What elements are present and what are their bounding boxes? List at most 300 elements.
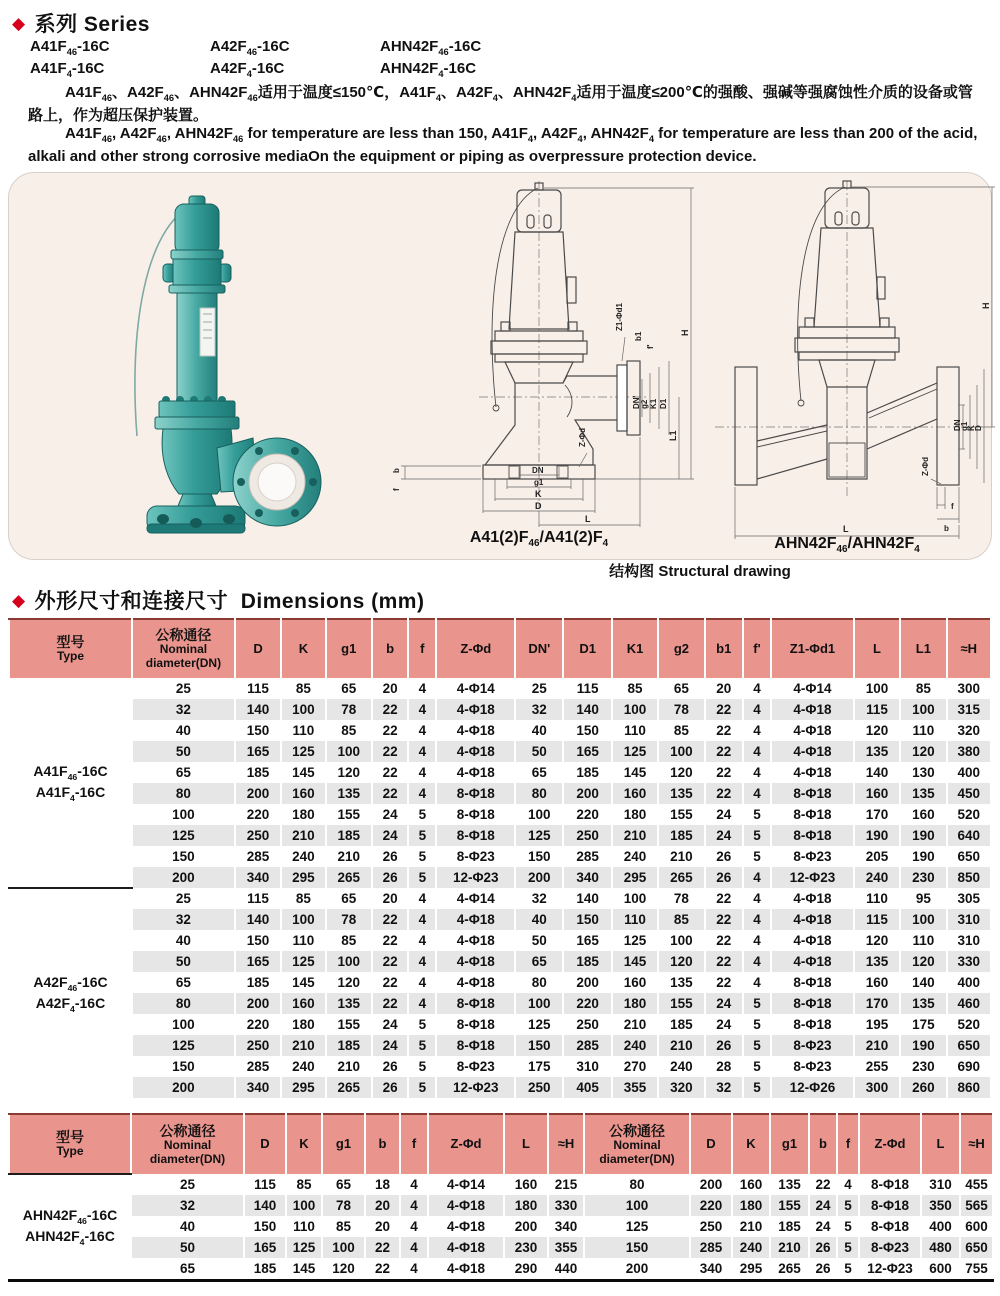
dim-cell: 22 bbox=[705, 951, 743, 972]
dim-cell: 40 bbox=[132, 720, 235, 741]
dim-cell: 95 bbox=[900, 888, 946, 909]
column-header: 型号 Type bbox=[9, 1114, 131, 1174]
dim-cell: 78 bbox=[326, 699, 372, 720]
column-header: b bbox=[372, 619, 408, 678]
dim-cell: 65 bbox=[131, 1258, 244, 1281]
dim-cell: 460 bbox=[947, 993, 991, 1014]
dim-cell: 220 bbox=[235, 1014, 281, 1035]
dim-cell: 22 bbox=[705, 888, 743, 909]
dim-cell: 24 bbox=[809, 1216, 837, 1237]
dim-cell: 24 bbox=[372, 825, 408, 846]
dim-cell: 4 bbox=[743, 951, 771, 972]
dim-cell: 22 bbox=[372, 930, 408, 951]
dim-cell: 340 bbox=[563, 867, 611, 888]
dim-cell: 450 bbox=[947, 783, 991, 804]
dim-cell: 8-Φ18 bbox=[436, 825, 515, 846]
dim-cell: 8-Φ23 bbox=[859, 1237, 921, 1258]
dim-cell: 240 bbox=[612, 846, 658, 867]
dim-cell: 180 bbox=[612, 804, 658, 825]
dim-cell: 22 bbox=[372, 783, 408, 804]
dim-cell: 165 bbox=[563, 930, 611, 951]
dim-cell: 5 bbox=[743, 1014, 771, 1035]
dim-cell: 4 bbox=[743, 867, 771, 888]
type-label: $A42F_{46}-16C$ $A42F_4-16C$ bbox=[9, 888, 132, 1098]
column-header: ≈H bbox=[960, 1114, 993, 1174]
dim-cell: 150 bbox=[132, 1056, 235, 1077]
figure-caption: 结构图 Structural drawing bbox=[609, 563, 791, 580]
svg-text:Z-Φd: Z-Φd bbox=[578, 427, 587, 447]
dim-cell: 125 bbox=[612, 930, 658, 951]
dim-cell: 285 bbox=[563, 846, 611, 867]
dim-cell: 405 bbox=[563, 1077, 611, 1098]
dim-cell: 24 bbox=[705, 825, 743, 846]
dim-cell: 155 bbox=[770, 1195, 809, 1216]
safety-valve-photo bbox=[71, 186, 341, 546]
dim-cell: 100 bbox=[584, 1195, 690, 1216]
table-row bbox=[9, 1014, 991, 1035]
dim-cell: 265 bbox=[770, 1258, 809, 1281]
dim-cell: 125 bbox=[286, 1237, 322, 1258]
dim-cell: 4 bbox=[743, 720, 771, 741]
dim-cell: 120 bbox=[658, 762, 704, 783]
dim-cell: 115 bbox=[854, 699, 900, 720]
header-row bbox=[9, 1114, 993, 1174]
dim-cell: 85 bbox=[900, 678, 946, 699]
dim-cell: 160 bbox=[281, 993, 325, 1014]
dim-cell: 12-Φ23 bbox=[436, 1077, 515, 1098]
dim-cell: 120 bbox=[326, 762, 372, 783]
description-en: $A41F_{46}$, $A42F_{46}$, $AHN42F_{46}$ for temperature are less than 150, $A41F_4$, $A42F_4$, $AHN42F_4$ for temperature are less than 200 of the acid, alkali and other strong corrosive mediaOn the equipment or piping as overpressure protection device. bbox=[28, 125, 978, 166]
outlet-flange bbox=[233, 438, 321, 526]
table-row bbox=[9, 1258, 993, 1281]
svg-text:L: L bbox=[843, 524, 849, 534]
svg-text:DN': DN' bbox=[632, 395, 641, 409]
dim-cell: 100 bbox=[612, 888, 658, 909]
dim-cell: 5 bbox=[743, 804, 771, 825]
dim-cell: 65 bbox=[658, 678, 704, 699]
column-header: K bbox=[286, 1114, 322, 1174]
dim-cell: 400 bbox=[921, 1216, 960, 1237]
table-row bbox=[9, 846, 991, 867]
dim-cell: 26 bbox=[372, 1056, 408, 1077]
dim-cell: 165 bbox=[235, 951, 281, 972]
dim-cell: 240 bbox=[732, 1237, 770, 1258]
column-header: 公称通径 Nominal diameter(DN) bbox=[132, 619, 235, 678]
dim-cell: 150 bbox=[244, 1216, 286, 1237]
dim-cell: 210 bbox=[326, 846, 372, 867]
dim-cell: 135 bbox=[854, 951, 900, 972]
table-row bbox=[9, 888, 991, 909]
dim-cell: 5 bbox=[408, 846, 436, 867]
column-header: 公称通径 Nominal diameter(DN) bbox=[131, 1114, 244, 1174]
dim-cell: 115 bbox=[854, 909, 900, 930]
dim-cell: 65 bbox=[322, 1174, 365, 1195]
dimensions-section-title bbox=[12, 585, 424, 615]
dim-cell: 8-Φ18 bbox=[436, 783, 515, 804]
dim-cell: 4-Φ18 bbox=[771, 930, 854, 951]
dim-cell: 300 bbox=[854, 1077, 900, 1098]
dim-cell: 12-Φ23 bbox=[436, 867, 515, 888]
dim-cell: 210 bbox=[770, 1237, 809, 1258]
dim-cell: 85 bbox=[281, 888, 325, 909]
type-label: $A41F_{46}-16C$ $A41F_4-16C$ bbox=[9, 678, 132, 888]
dim-cell: 145 bbox=[286, 1258, 322, 1281]
dim-cell: 25 bbox=[131, 1174, 244, 1195]
table-row bbox=[9, 930, 991, 951]
dim-cell: 315 bbox=[947, 699, 991, 720]
column-header: ≈H bbox=[548, 1114, 584, 1174]
column-header: D bbox=[235, 619, 281, 678]
base-flange bbox=[147, 506, 245, 533]
dim-cell: 265 bbox=[658, 867, 704, 888]
dim-cell: 160 bbox=[854, 783, 900, 804]
dim-cell: 40 bbox=[132, 930, 235, 951]
dim-cell: 160 bbox=[612, 783, 658, 804]
dim-cell: 155 bbox=[658, 993, 704, 1014]
dim-cell: 120 bbox=[322, 1258, 365, 1281]
dim-cell: 290 bbox=[504, 1258, 548, 1281]
table-row bbox=[9, 1077, 991, 1098]
table-row bbox=[9, 1237, 993, 1258]
svg-text:f: f bbox=[951, 502, 954, 511]
dim-cell: 50 bbox=[132, 741, 235, 762]
dim-cell: 100 bbox=[322, 1237, 365, 1258]
model-name: $A41F_{46}-16C$ bbox=[30, 38, 110, 57]
dim-cell: 26 bbox=[809, 1258, 837, 1281]
dim-cell: 4 bbox=[400, 1174, 428, 1195]
dim-cell: 155 bbox=[658, 804, 704, 825]
table-row bbox=[9, 699, 991, 720]
dim-cell: 240 bbox=[281, 846, 325, 867]
dim-cell: 330 bbox=[548, 1195, 584, 1216]
dim-cell: 100 bbox=[900, 699, 946, 720]
dim-cell: 650 bbox=[947, 846, 991, 867]
dim-cell: 85 bbox=[286, 1174, 322, 1195]
column-header: g1 bbox=[322, 1114, 365, 1174]
dim-cell: 145 bbox=[281, 972, 325, 993]
dim-cell: 160 bbox=[900, 804, 946, 825]
dim-cell: 380 bbox=[947, 741, 991, 762]
dim-cell: 4-Φ18 bbox=[436, 951, 515, 972]
dim-cell: 100 bbox=[326, 741, 372, 762]
dim-cell: 180 bbox=[504, 1195, 548, 1216]
table-row bbox=[9, 741, 991, 762]
dim-cell: 22 bbox=[705, 741, 743, 762]
dim-cell: 78 bbox=[322, 1195, 365, 1216]
dim-cell: 125 bbox=[584, 1216, 690, 1237]
dim-cell: 255 bbox=[854, 1056, 900, 1077]
dim-cell: 260 bbox=[900, 1077, 946, 1098]
svg-text:K: K bbox=[535, 489, 542, 499]
svg-text:b: b bbox=[392, 468, 401, 473]
table-row bbox=[9, 909, 991, 930]
dim-cell: 20 bbox=[365, 1195, 400, 1216]
dim-cell: 110 bbox=[281, 720, 325, 741]
dim-cell: 120 bbox=[854, 720, 900, 741]
dim-cell: 8-Φ18 bbox=[436, 804, 515, 825]
dim-cell: 145 bbox=[612, 951, 658, 972]
dim-cell: 80 bbox=[584, 1174, 690, 1195]
dim-cell: 4 bbox=[743, 741, 771, 762]
dim-cell: 250 bbox=[235, 1035, 281, 1056]
dim-cell: 210 bbox=[612, 1014, 658, 1035]
dim-cell: 8-Φ18 bbox=[771, 1014, 854, 1035]
dim-cell: 25 bbox=[515, 678, 563, 699]
table-row bbox=[9, 951, 991, 972]
dim-cell: 140 bbox=[235, 909, 281, 930]
dim-cell: 520 bbox=[947, 804, 991, 825]
svg-text:g1: g1 bbox=[534, 478, 544, 487]
dim-cell: 110 bbox=[900, 930, 946, 951]
dim-cell: 170 bbox=[854, 993, 900, 1014]
dim-cell: 125 bbox=[612, 741, 658, 762]
dim-cell: 190 bbox=[900, 1035, 946, 1056]
dim-cell: 200 bbox=[563, 972, 611, 993]
dim-cell: 40 bbox=[515, 720, 563, 741]
dim-cell: 22 bbox=[372, 951, 408, 972]
dim-cell: 22 bbox=[705, 720, 743, 741]
dim-cell: 125 bbox=[132, 825, 235, 846]
dim-cell: 175 bbox=[515, 1056, 563, 1077]
dim-cell: 4-Φ18 bbox=[428, 1195, 504, 1216]
dim-cell: 32 bbox=[132, 909, 235, 930]
dim-cell: 5 bbox=[743, 1077, 771, 1098]
dim-cell: 305 bbox=[947, 888, 991, 909]
table-row bbox=[9, 804, 991, 825]
dim-cell: 26 bbox=[372, 1077, 408, 1098]
dim-cell: 195 bbox=[854, 1014, 900, 1035]
dim-cell: 125 bbox=[281, 741, 325, 762]
dim-cell: 180 bbox=[281, 1014, 325, 1035]
dim-cell: 220 bbox=[690, 1195, 732, 1216]
dim-cell: 85 bbox=[326, 720, 372, 741]
dim-cell: 80 bbox=[515, 783, 563, 804]
dim-cell: 140 bbox=[563, 699, 611, 720]
dim-cell: 125 bbox=[515, 1014, 563, 1035]
dim-cell: 200 bbox=[690, 1174, 732, 1195]
dim-cell: 250 bbox=[563, 825, 611, 846]
dim-cell: 310 bbox=[947, 930, 991, 951]
svg-text:H: H bbox=[680, 329, 690, 336]
dim-cell: 65 bbox=[132, 762, 235, 783]
dim-cell: 100 bbox=[658, 741, 704, 762]
dim-cell: 50 bbox=[132, 951, 235, 972]
dim-cell: 4-Φ18 bbox=[428, 1237, 504, 1258]
dim-cell: 215 bbox=[548, 1174, 584, 1195]
dim-cell: 50 bbox=[515, 930, 563, 951]
dim-cell: 135 bbox=[326, 993, 372, 1014]
dim-cell: 200 bbox=[563, 783, 611, 804]
diamond-icon: ◆ bbox=[12, 590, 26, 610]
dim-cell: 120 bbox=[658, 951, 704, 972]
dim-cell: 200 bbox=[584, 1258, 690, 1281]
dim-cell: 4-Φ18 bbox=[436, 720, 515, 741]
svg-text:Z-Φd: Z-Φd bbox=[921, 456, 930, 476]
dim-cell: 24 bbox=[705, 1014, 743, 1035]
dim-cell: 120 bbox=[854, 930, 900, 951]
dim-cell: 115 bbox=[235, 888, 281, 909]
dim-cell: 4 bbox=[743, 972, 771, 993]
model-name: $A41F_4-16C$ bbox=[30, 60, 105, 79]
dim-cell: 135 bbox=[854, 741, 900, 762]
dim-cell: 110 bbox=[612, 720, 658, 741]
dim-cell: 5 bbox=[743, 993, 771, 1014]
table-row bbox=[9, 1056, 991, 1077]
dim-cell: 8-Φ18 bbox=[436, 1014, 515, 1035]
dim-cell: 8-Φ23 bbox=[436, 1056, 515, 1077]
dim-cell: 240 bbox=[281, 1056, 325, 1077]
dim-cell: 295 bbox=[612, 867, 658, 888]
column-header: f bbox=[837, 1114, 859, 1174]
dim-cell: 8-Φ18 bbox=[436, 993, 515, 1014]
model-name: $A42F_{46}-16C$ bbox=[210, 38, 290, 57]
svg-text:H: H bbox=[981, 302, 991, 309]
series-title-text: 系列 Series bbox=[34, 13, 150, 36]
dim-cell: 50 bbox=[515, 741, 563, 762]
dim-cell: 120 bbox=[326, 972, 372, 993]
dim-cell: 22 bbox=[365, 1258, 400, 1281]
dim-cell: 185 bbox=[326, 825, 372, 846]
lever-wire bbox=[492, 188, 538, 407]
dim-cell: 22 bbox=[372, 909, 408, 930]
dim-cell: 185 bbox=[563, 762, 611, 783]
dim-cell: 120 bbox=[900, 741, 946, 762]
column-header: L1 bbox=[900, 619, 946, 678]
dim-cell: 5 bbox=[408, 1077, 436, 1098]
model-name: $AHN42F_4-16C$ bbox=[380, 60, 477, 79]
dim-cell: 4 bbox=[743, 888, 771, 909]
dim-cell: 250 bbox=[690, 1216, 732, 1237]
dim-cell: 160 bbox=[612, 972, 658, 993]
dim-cell: 100 bbox=[132, 804, 235, 825]
dimensions-title-text: 外形尺寸和连接尺寸 Dimensions (mm) bbox=[34, 590, 425, 613]
column-header: f' bbox=[743, 619, 771, 678]
dim-cell: 150 bbox=[563, 909, 611, 930]
dim-cell: 340 bbox=[235, 867, 281, 888]
dim-cell: 310 bbox=[563, 1056, 611, 1077]
dim-cell: 22 bbox=[705, 930, 743, 951]
dim-cell: 8-Φ18 bbox=[771, 804, 854, 825]
column-header: L bbox=[504, 1114, 548, 1174]
dim-cell: 150 bbox=[584, 1237, 690, 1258]
dim-cell: 80 bbox=[132, 783, 235, 804]
column-header: Z-Φd bbox=[428, 1114, 504, 1174]
dim-cell: 5 bbox=[408, 1035, 436, 1056]
dim-cell: 100 bbox=[286, 1195, 322, 1216]
column-header: Z-Φd bbox=[859, 1114, 921, 1174]
dim-cell: 22 bbox=[372, 699, 408, 720]
dim-cell: 110 bbox=[900, 720, 946, 741]
dim-cell: 4-Φ18 bbox=[771, 888, 854, 909]
dim-cell: 5 bbox=[408, 804, 436, 825]
dim-cell: 285 bbox=[235, 1056, 281, 1077]
dim-cell: 160 bbox=[281, 783, 325, 804]
dim-cell: 295 bbox=[281, 1077, 325, 1098]
dim-cell: 270 bbox=[612, 1056, 658, 1077]
table-row bbox=[9, 678, 991, 699]
dim-cell: 4-Φ18 bbox=[428, 1216, 504, 1237]
dim-cell: 210 bbox=[658, 846, 704, 867]
dim-cell: 150 bbox=[515, 846, 563, 867]
dim-cell: 4 bbox=[408, 888, 436, 909]
column-header: g1 bbox=[770, 1114, 809, 1174]
svg-text:f': f' bbox=[646, 344, 655, 349]
dim-cell: 180 bbox=[612, 993, 658, 1014]
table-row bbox=[9, 867, 991, 888]
dim-cell: 150 bbox=[235, 930, 281, 951]
dim-cell: 185 bbox=[658, 1014, 704, 1035]
dim-cell: 26 bbox=[705, 867, 743, 888]
dim-cell: 265 bbox=[326, 867, 372, 888]
dim-cell: 190 bbox=[900, 846, 946, 867]
column-header: D bbox=[690, 1114, 732, 1174]
dim-cell: 78 bbox=[326, 909, 372, 930]
dim-cell: 135 bbox=[658, 972, 704, 993]
dim-cell: 350 bbox=[921, 1195, 960, 1216]
dim-cell: 250 bbox=[563, 1014, 611, 1035]
dim-cell: 300 bbox=[947, 678, 991, 699]
dim-cell: 150 bbox=[235, 720, 281, 741]
dim-cell: 210 bbox=[281, 1035, 325, 1056]
dim-cell: 140 bbox=[563, 888, 611, 909]
structural-drawing-ahn42 bbox=[697, 179, 997, 549]
dim-cell: 690 bbox=[947, 1056, 991, 1077]
dim-cell: 4-Φ18 bbox=[771, 720, 854, 741]
dim-cell: 8-Φ18 bbox=[859, 1216, 921, 1237]
dim-cell: 4 bbox=[400, 1237, 428, 1258]
dim-cell: 4 bbox=[408, 741, 436, 762]
table-row bbox=[9, 993, 991, 1014]
svg-text:f: f bbox=[392, 488, 401, 491]
dim-cell: 125 bbox=[132, 1035, 235, 1056]
series-section-title bbox=[12, 8, 150, 38]
dim-cell: 5 bbox=[408, 1056, 436, 1077]
dimensions-table bbox=[8, 618, 992, 1098]
dim-cell: 4-Φ14 bbox=[436, 888, 515, 909]
dim-cell: 5 bbox=[837, 1258, 859, 1281]
dim-cell: 5 bbox=[837, 1195, 859, 1216]
type-label: $AHN42F_{46}-16C$ $AHN42F_4-16C$ bbox=[9, 1174, 131, 1281]
dim-cell: 4-Φ14 bbox=[428, 1174, 504, 1195]
dim-cell: 175 bbox=[900, 1014, 946, 1035]
label-sticker bbox=[200, 308, 215, 356]
dim-cell: 22 bbox=[705, 699, 743, 720]
dim-cell: 4 bbox=[408, 762, 436, 783]
dim-cell: 120 bbox=[900, 951, 946, 972]
dim-cell: 135 bbox=[658, 783, 704, 804]
column-header: 型号 Type bbox=[9, 619, 132, 678]
dim-cell: 4 bbox=[743, 783, 771, 804]
dim-cell: 25 bbox=[132, 888, 235, 909]
dim-cell: 32 bbox=[515, 888, 563, 909]
dim-cell: 125 bbox=[515, 825, 563, 846]
dim-cell: 22 bbox=[372, 993, 408, 1014]
dim-cell: 22 bbox=[372, 741, 408, 762]
dim-cell: 4 bbox=[743, 678, 771, 699]
column-header: ≈H bbox=[947, 619, 991, 678]
dim-cell: 160 bbox=[732, 1174, 770, 1195]
column-header: D bbox=[244, 1114, 286, 1174]
dim-cell: 230 bbox=[900, 867, 946, 888]
dim-cell: 210 bbox=[612, 825, 658, 846]
dim-cell: 205 bbox=[854, 846, 900, 867]
dim-cell: 140 bbox=[235, 699, 281, 720]
dim-cell: 65 bbox=[515, 951, 563, 972]
dim-cell: 100 bbox=[281, 699, 325, 720]
dim-cell: 135 bbox=[900, 993, 946, 1014]
dim-cell: 28 bbox=[705, 1056, 743, 1077]
dim-cell: 4 bbox=[400, 1195, 428, 1216]
